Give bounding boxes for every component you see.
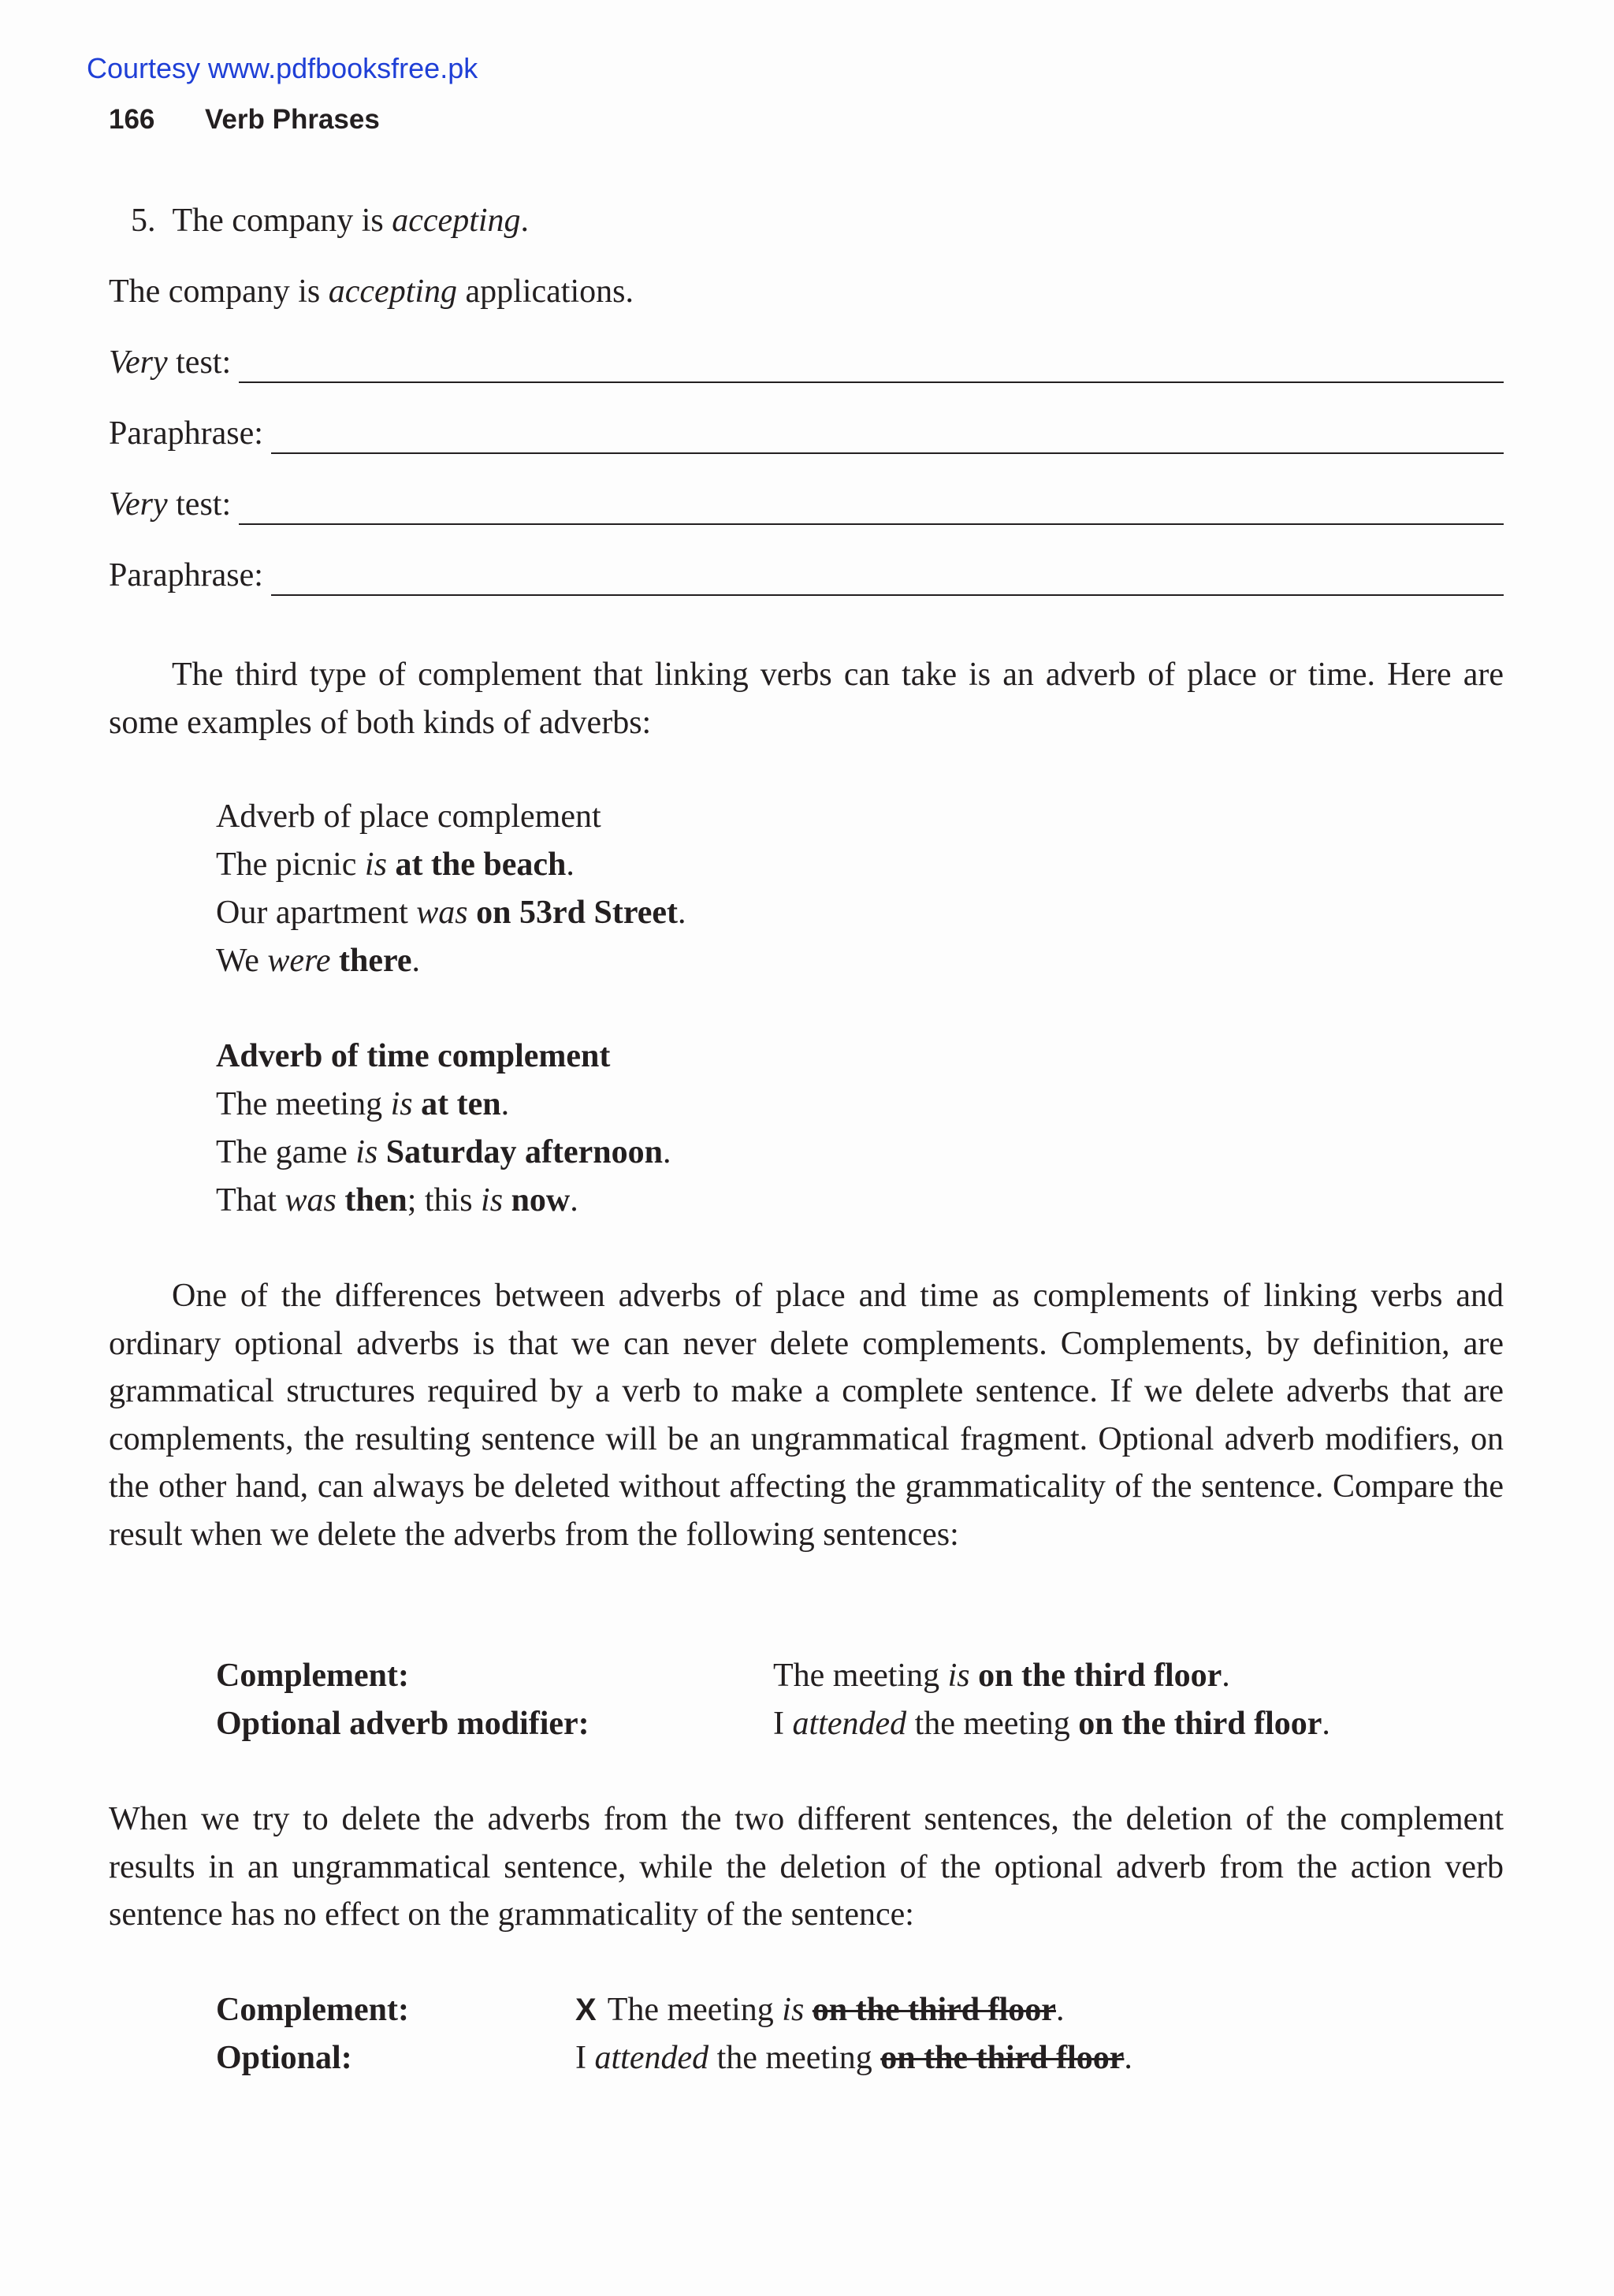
paraphrase-row-1 [109, 410, 1504, 457]
example-adverb: on the third floor [978, 1658, 1222, 1694]
exercise-number: 5. [131, 203, 156, 239]
deletion-paragraph: When we try to delete the adverbs from the two different sentences, the deletion of the complement results in an ungrammatical sentence, while the deletion of the optional adverb from the action verb sentence has no effect on the grammaticality of the sentence: [109, 1801, 1504, 1933]
example-space [970, 1658, 979, 1694]
time-example [216, 1081, 509, 1128]
example-verb: is [481, 1182, 504, 1219]
prompt-text: The company is [172, 203, 392, 239]
example-end: . [566, 847, 575, 883]
example-end: . [1055, 1992, 1065, 2028]
place-heading: Adverb of place complement [216, 798, 601, 835]
struck-adverb: on the third floor [880, 2040, 1125, 2076]
example-adverb: then [344, 1182, 407, 1219]
very-label-rest: test: [167, 344, 232, 381]
example-end: . [1222, 1658, 1230, 1694]
page-number: 166 [109, 104, 155, 135]
example-adverb: there [339, 943, 412, 979]
example-text: The picnic [216, 847, 365, 883]
exercise-example [109, 268, 634, 315]
compare-complement-label: Complement: [216, 1658, 409, 1694]
place-example [216, 841, 575, 888]
very-test-label [109, 481, 231, 528]
example-text: the meeting [906, 1706, 1079, 1742]
intro-paragraph: The third type of complement that linking verbs can take is an adverb of place or time. Here are some examples of both kinds of adverbs: [109, 657, 1504, 741]
example-end: . [570, 1182, 578, 1219]
ungrammatical-x-icon: X [575, 1993, 597, 2027]
example-adverb: on 53rd Street [476, 895, 678, 931]
differences-paragraph: One of the differences between adverbs of place and time as complements of linking verbs and ordinary optional adverbs is that we can never delete complements. Complements, by definition, are grammatical structures required by a verb to make a complete sentence. If we delete adverbs that are complements, the resulting sentence will be an ungrammatical fragment. Optional adverb modifiers, on the other hand, can always be deleted without affecting the grammaticality of the sentence. Compare the result when we delete the adverbs from the following sentences: [109, 1278, 1504, 1553]
example-text: The meeting [607, 1992, 783, 2028]
compare-optional-label: Optional adverb modifier: [216, 1706, 589, 1742]
deletion-optional-sentence [575, 2034, 1132, 2082]
example-text: The game [216, 1134, 356, 1170]
example-verb: were [267, 943, 331, 979]
example-verb: is [947, 1658, 970, 1694]
example-verb: was [284, 1182, 337, 1219]
deletion-complement-sentence [575, 1986, 1064, 2034]
example-space [377, 1134, 386, 1170]
example-verb: is [355, 1134, 378, 1170]
example-end: . [500, 1086, 510, 1122]
example-text: Our apartment [216, 895, 417, 931]
paraphrase-label: Paraphrase: [109, 557, 263, 594]
example-end: . [677, 895, 686, 931]
very-word: Very [109, 486, 168, 523]
time-example [216, 1129, 671, 1176]
example-text: We [216, 943, 268, 979]
example-text: I [773, 1706, 793, 1742]
example-end: . [1322, 1706, 1330, 1742]
chapter-title: Verb Phrases [205, 104, 380, 135]
example-space [503, 1182, 511, 1219]
example-end: applications. [457, 274, 634, 310]
example-space [337, 1182, 345, 1219]
exercise-prompt [131, 197, 529, 244]
compare-optional-sentence [773, 1700, 1330, 1747]
example-adverb: at ten [421, 1086, 501, 1122]
answer-line[interactable] [239, 523, 1504, 525]
compare-complement-sentence [773, 1652, 1230, 1699]
answer-line[interactable] [271, 594, 1504, 596]
example-end: . [662, 1134, 671, 1170]
very-word: Very [109, 344, 168, 381]
example-text: The meeting [773, 1658, 948, 1694]
example-space [804, 1992, 813, 2028]
time-example [216, 1177, 578, 1224]
paraphrase-label: Paraphrase: [109, 415, 263, 452]
example-verb: attended [792, 1706, 907, 1742]
example-space [387, 847, 396, 883]
example-adverb: Saturday afternoon [385, 1134, 663, 1170]
example-text: the meeting [708, 2040, 881, 2076]
paraphrase-row-2 [109, 552, 1504, 599]
example-verb: attended [594, 2040, 709, 2076]
answer-line[interactable] [271, 452, 1504, 454]
example-text: I [575, 2040, 595, 2076]
courtesy-watermark: Courtesy www.pdfbooksfree.pk [87, 52, 478, 84]
deletion-optional-label: Optional: [216, 2040, 352, 2076]
example-space [468, 895, 477, 931]
example-verb: is [782, 1992, 805, 2028]
example-adverb: now [511, 1182, 571, 1219]
place-example [216, 937, 420, 984]
prompt-end: . [520, 203, 530, 239]
example-verb: is [390, 1086, 413, 1122]
example-end: . [411, 943, 421, 979]
very-label-rest: test: [167, 486, 232, 523]
example-verb: accepting [328, 274, 458, 310]
time-heading: Adverb of time complement [216, 1038, 611, 1074]
prompt-verb: accepting [392, 203, 521, 239]
very-test-row-2 [109, 481, 1504, 528]
very-test-label [109, 339, 231, 386]
example-end: . [1124, 2040, 1132, 2076]
example-space [331, 943, 340, 979]
example-adverb: at the beach [395, 847, 567, 883]
example-verb: is [364, 847, 387, 883]
example-adverb: on the third floor [1078, 1706, 1322, 1742]
running-head [109, 104, 380, 136]
example-text: ; this [407, 1182, 482, 1219]
struck-adverb: on the third floor [812, 1992, 1056, 2028]
example-verb: was [416, 895, 468, 931]
example-text: The company is [109, 274, 329, 310]
very-test-row-1 [109, 339, 1504, 386]
place-example [216, 889, 686, 936]
deletion-complement-label: Complement: [216, 1992, 409, 2028]
example-text: The meeting [216, 1086, 391, 1122]
answer-line[interactable] [239, 381, 1504, 383]
example-space [413, 1086, 422, 1122]
example-text: That [216, 1182, 285, 1219]
